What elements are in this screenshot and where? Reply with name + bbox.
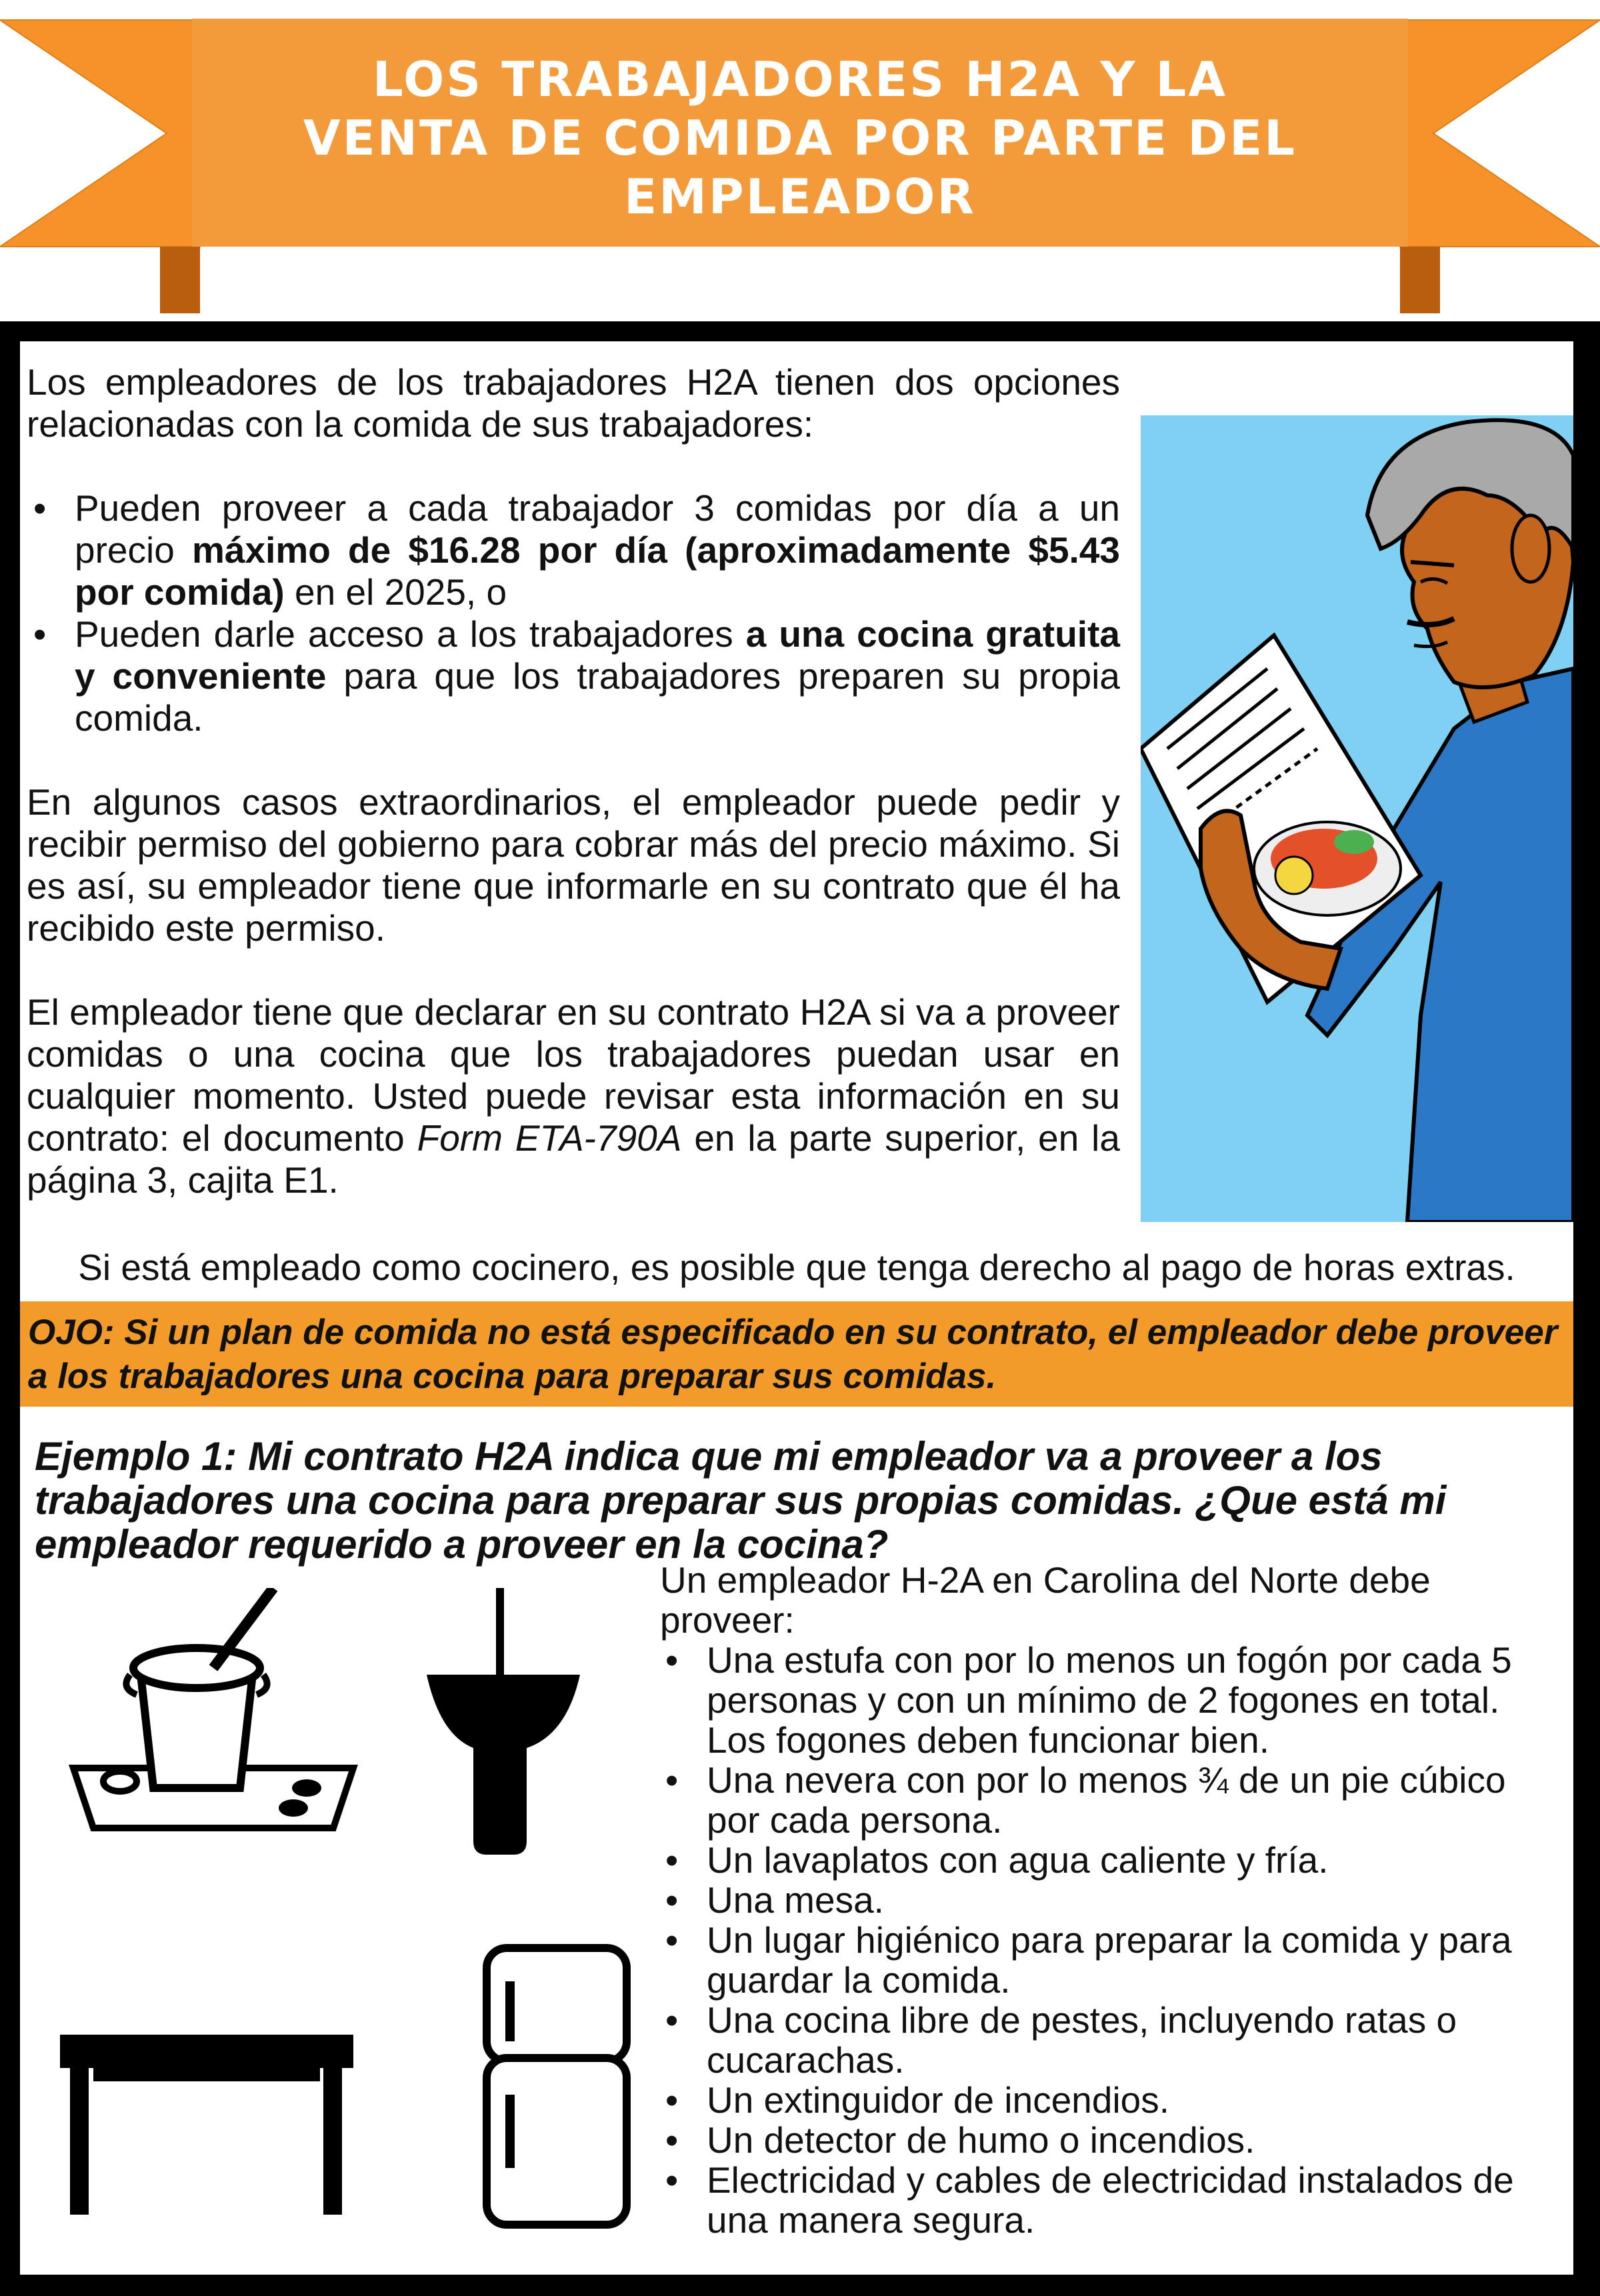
warning-box: OJO: Si un plan de comida no está especificado en su contrato, el empleador debe proveer a los trabajadores una cocina para preparar sus comidas. <box>20 1301 1573 1407</box>
sink-icon <box>427 1588 580 1855</box>
title-line-2: VENTA DE COMIDA POR PARTE DEL <box>303 110 1297 166</box>
page-title <box>193 35 1407 241</box>
refrigerator-icon <box>487 1948 627 2225</box>
example-panel <box>20 1415 1573 2275</box>
requirement-item: • Un lugar higiénico para preparar la comida y para guardar la comida. <box>707 1920 1560 2000</box>
table-icon <box>60 2035 353 2215</box>
content-frame <box>0 321 1600 2296</box>
contract-paragraph: El empleador tiene que declarar en su contrato H2A si va a proveer comidas o una cocina que los trabajadores puedan usar en cualquier momento. Usted puede revisar esta información en su contrato: el documento Form ETA-790A en la parte superior, en la página 3, cajita E1. <box>27 991 1120 1201</box>
intro-opening: Los empleadores de los trabajadores H2A tienen dos opciones relacionadas con la comida de sus trabajadores: <box>27 361 1120 445</box>
requirement-item: • Un detector de humo o incendios. <box>707 2120 1560 2160</box>
intro-text <box>27 361 1120 1201</box>
meal-options-list <box>27 487 1120 739</box>
extraordinary-paragraph: En algunos casos extraordinarios, el empleador puede pedir y recibir permiso del gobierno para cobrar más del precio máximo. Si es así, su empleador tiene que informarle en su contrato que él ha recibido este permiso. <box>27 781 1120 949</box>
requirement-item: • Una estufa con por lo menos un fogón por cada 5 personas y con un mínimo de 2 fogones en total. Los fogones deben funcionar bien. <box>707 1640 1560 1760</box>
requirement-item: • Un extinguidor de incendios. <box>707 2080 1560 2120</box>
option-kitchen: • Pueden darle acceso a los trabajadores a una cocina gratuita y conveniente para que los trabajadores preparen su propia comida. <box>75 613 1120 739</box>
kitchen-icons <box>20 1588 660 2255</box>
title-line-1: LOS TRABAJADORES H2A Y LA <box>372 51 1228 107</box>
requirement-item: • Una cocina libre de pestes, incluyendo ratas o cucarachas. <box>707 2000 1560 2080</box>
requirements-intro: Un empleador H-2A en Carolina del Norte debe proveer: <box>660 1559 1431 1641</box>
example-question: Ejemplo 1: Mi contrato H2A indica que mi empleador va a proveer a los trabajadores una cocina para preparar sus propias comidas. ¿Que está mi empleador requerido a proveer en la cocina? <box>35 1434 1447 1567</box>
requirements-list <box>660 1640 1560 2240</box>
man-reading-menu-illustration <box>1141 415 1573 1222</box>
requirement-item: • Una mesa. <box>707 1880 1560 1920</box>
option-meals: • Pueden proveer a cada trabajador 3 comidas por día a un precio máximo de $16.28 por día (aproximadamente $5.43 por comida) en el 2025, o <box>75 487 1120 613</box>
title-line-3: EMPLEADOR <box>624 169 976 225</box>
stove-pot-icon <box>73 1588 353 1828</box>
requirements <box>660 1560 1560 2240</box>
intro-panel <box>20 341 1573 1601</box>
requirement-item: • Electricidad y cables de electricidad instalados de una manera segura. <box>707 2160 1560 2240</box>
requirement-item: • Un lavaplatos con agua caliente y fría. <box>707 1840 1560 1880</box>
requirement-item: • Una nevera con por lo menos ¾ de un pie cúbico por cada persona. <box>707 1760 1560 1840</box>
overtime-note: Si está empleado como cocinero, es posible que tenga derecho al pago de horas extras. <box>78 1247 1515 1288</box>
